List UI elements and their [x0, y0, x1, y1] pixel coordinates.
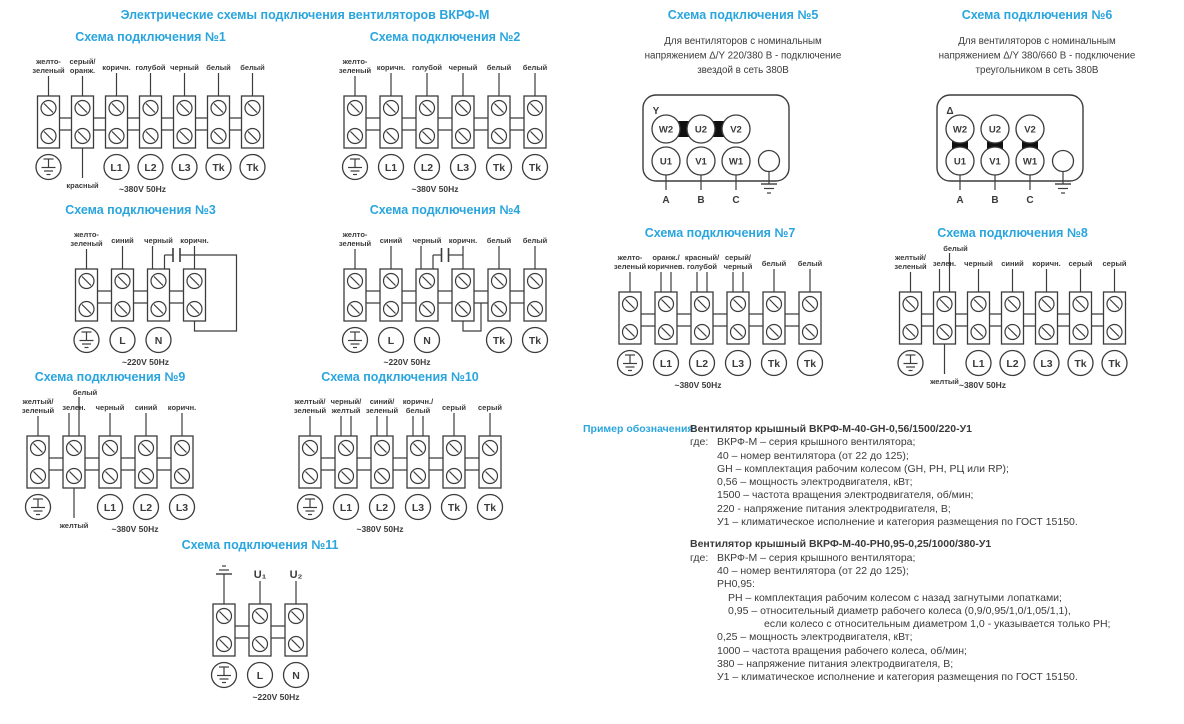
scheme-1-diagram: [8, 46, 293, 196]
svg-text:Tk: Tk: [803, 358, 817, 370]
svg-text:черный/: черный/: [330, 397, 362, 406]
svg-text:L: L: [119, 335, 126, 347]
svg-text:L2: L2: [420, 162, 434, 174]
designation-line: 0,25 – мощность электродвигателя, кВт;: [717, 631, 913, 644]
svg-text:белый: белый: [761, 259, 787, 268]
svg-text:W1: W1: [1022, 156, 1038, 168]
svg-text:~380V 50Hz: ~380V 50Hz: [674, 380, 722, 390]
designation-example: [583, 423, 1184, 694]
svg-text:L2: L2: [139, 502, 153, 514]
designation-title: Вентилятор крышный ВКРФ-М-40-GH-0,56/1500/220-У1: [690, 423, 972, 435]
svg-text:черный: черный: [170, 63, 199, 72]
svg-text:U1: U1: [659, 156, 673, 168]
svg-text:зеленый: зеленый: [365, 406, 399, 415]
designation-line: 1000 – частота вращения рабочего колеса, об/мин;: [717, 644, 967, 657]
svg-text:Tk: Tk: [246, 162, 259, 174]
scheme-11: [145, 538, 375, 704]
scheme-2: [310, 30, 580, 196]
svg-text:N: N: [154, 335, 163, 347]
svg-text:желтый/: желтый/: [22, 397, 54, 406]
svg-text:желтый: желтый: [331, 406, 361, 415]
svg-text:V2: V2: [730, 124, 742, 136]
svg-text:желтый/: желтый/: [895, 253, 926, 262]
svg-text:L1: L1: [659, 358, 673, 370]
svg-text:~380V 50Hz: ~380V 50Hz: [411, 184, 459, 194]
svg-text:Tk: Tk: [212, 162, 225, 174]
svg-text:белый: белый: [797, 259, 823, 268]
scheme-10: [275, 370, 525, 536]
svg-text:Tk: Tk: [1108, 358, 1121, 370]
svg-text:напряжением Δ/Y 380/660 В - по: напряжением Δ/Y 380/660 В - подключение: [938, 50, 1136, 62]
scheme-3-title: Схема подключения №3: [65, 203, 216, 217]
designation-line: У1 – климатическое исполнение и категория размещения по ГОСТ 15150.: [717, 516, 1078, 529]
svg-text:желто-: желто-: [342, 57, 368, 66]
scheme-1-title: Схема подключения №1: [75, 30, 226, 44]
scheme-10-diagram: [275, 386, 525, 536]
svg-text:коричн.: коричн.: [1032, 259, 1061, 268]
scheme-1: [8, 30, 293, 196]
scheme-5: [598, 8, 888, 212]
svg-text:белый: белый: [240, 63, 265, 72]
svg-text:B: B: [697, 195, 705, 206]
svg-text:синий: синий: [379, 236, 403, 245]
svg-text:L2: L2: [375, 502, 389, 514]
svg-text:черный: черный: [723, 262, 753, 271]
svg-text:желтый: желтый: [59, 521, 89, 530]
svg-text:Tk: Tk: [528, 335, 542, 347]
svg-text:Для вентиляторов с номинальным: Для вентиляторов с номинальным: [958, 36, 1116, 47]
svg-text:C: C: [1026, 195, 1034, 206]
svg-text:L1: L1: [339, 502, 353, 514]
scheme-7: [595, 226, 845, 392]
designation-line: ВКРФ-М – серия крышного вентилятора;: [717, 551, 916, 564]
svg-text:Tk: Tk: [447, 502, 461, 514]
svg-text:желто-: желто-: [36, 57, 61, 66]
svg-text:желтый: желтый: [930, 377, 959, 386]
svg-text:желто-: желто-: [617, 253, 643, 262]
svg-text:зелен.: зелен.: [62, 403, 86, 412]
svg-text:зеленый: зеленый: [32, 66, 65, 75]
svg-text:Tk: Tk: [492, 162, 506, 174]
svg-text:коричн.: коричн.: [376, 63, 406, 72]
scheme-11-title: Схема подключения №11: [181, 538, 339, 552]
svg-text:U₁: U₁: [253, 569, 267, 581]
svg-text:зеленый: зеленый: [338, 66, 372, 75]
svg-text:синий/: синий/: [369, 397, 395, 406]
designation-line: если колесо с относительным диаметром 1,0 - указывается только PH;: [764, 618, 1111, 631]
designation-line: 40 – номер вентилятора (от 22 до 125);: [717, 449, 909, 462]
svg-text:Δ: Δ: [946, 106, 954, 117]
where-label: где:: [690, 436, 709, 449]
svg-text:оранж./: оранж./: [652, 253, 680, 262]
designation-line: У1 – климатическое исполнение и категория размещения по ГОСТ 15150.: [717, 671, 1078, 684]
svg-text:белый: белый: [522, 236, 548, 245]
svg-text:L1: L1: [972, 358, 985, 370]
svg-text:L: L: [387, 335, 395, 347]
designation-line: 40 – номер вентилятора (от 22 до 125);: [717, 564, 909, 577]
svg-text:Для вентиляторов с номинальным: Для вентиляторов с номинальным: [664, 36, 822, 47]
svg-text:Tk: Tk: [483, 502, 497, 514]
svg-text:красный: красный: [66, 181, 99, 190]
svg-text:желто-: желто-: [74, 230, 99, 239]
svg-text:L1: L1: [384, 162, 398, 174]
svg-text:N: N: [292, 670, 300, 682]
svg-text:напряжением Δ/Y 220/380 В - по: напряжением Δ/Y 220/380 В - подключение: [644, 50, 842, 62]
svg-text:C: C: [732, 195, 740, 206]
svg-text:L3: L3: [175, 502, 189, 514]
svg-text:голубой: голубой: [135, 63, 166, 72]
designation-entry-2: [690, 538, 1184, 684]
svg-text:L3: L3: [731, 358, 745, 370]
designation-line: 0,56 – мощность электродвигателя, кВт;: [717, 476, 913, 489]
page-title: Электрические схемы подключения вентиляторов ВКРФ-М: [120, 8, 490, 22]
scheme-8: [890, 226, 1135, 392]
scheme-3-diagram: [8, 219, 273, 369]
svg-text:желто-: желто-: [342, 230, 368, 239]
svg-text:L3: L3: [411, 502, 425, 514]
svg-text:черный: черный: [144, 236, 173, 245]
svg-text:L3: L3: [178, 162, 191, 174]
svg-text:U1: U1: [953, 156, 967, 168]
scheme-2-diagram: [310, 46, 580, 196]
where-label: где:: [690, 551, 709, 564]
svg-text:белый: белый: [405, 406, 431, 415]
scheme-9-diagram: [0, 386, 220, 536]
svg-text:черный: черный: [964, 259, 993, 268]
svg-text:L1: L1: [103, 502, 117, 514]
svg-text:Tk: Tk: [1074, 358, 1087, 370]
designation-line: 380 – напряжение питания электродвигателя, В;: [717, 658, 954, 671]
svg-text:голубой: голубой: [686, 262, 718, 271]
svg-text:V2: V2: [1024, 124, 1036, 136]
svg-text:серый: серый: [478, 403, 502, 412]
svg-text:V1: V1: [989, 156, 1001, 168]
svg-text:Tk: Tk: [767, 358, 781, 370]
svg-text:A: A: [662, 195, 670, 206]
svg-text:черный: черный: [448, 63, 478, 72]
svg-text:L: L: [256, 670, 264, 682]
scheme-9-title: Схема подключения №9: [34, 370, 186, 384]
svg-text:L2: L2: [695, 358, 709, 370]
scheme-8-title: Схема подключения №8: [937, 226, 1088, 240]
svg-text:синий: синий: [1001, 259, 1024, 268]
svg-text:коричн./: коричн./: [402, 397, 434, 406]
svg-text:~380V 50Hz: ~380V 50Hz: [111, 524, 159, 534]
scheme-7-title: Схема подключения №7: [644, 226, 796, 240]
svg-text:U₂: U₂: [289, 569, 303, 581]
scheme-4-diagram: [310, 219, 580, 369]
svg-text:~220V 50Hz: ~220V 50Hz: [121, 357, 170, 367]
svg-text:W1: W1: [728, 156, 744, 168]
svg-text:коричн.: коричн.: [448, 236, 478, 245]
svg-text:Tk: Tk: [492, 335, 506, 347]
svg-text:N: N: [423, 335, 431, 347]
svg-text:U2: U2: [694, 124, 708, 136]
scheme-5-diagram: [598, 24, 888, 212]
svg-text:W2: W2: [952, 124, 968, 136]
scheme-7-diagram: [595, 242, 845, 392]
scheme-6-diagram: [892, 24, 1182, 212]
svg-text:коричнев.: коричнев.: [647, 262, 685, 271]
designation-entries: [690, 423, 1184, 685]
svg-text:желтый/: желтый/: [294, 397, 326, 406]
svg-text:зеленый: зеленый: [894, 262, 927, 271]
svg-text:белый: белый: [72, 388, 98, 397]
svg-text:коричн.: коричн.: [102, 63, 131, 72]
svg-text:оранж.: оранж.: [69, 66, 96, 75]
svg-text:зеленый: зеленый: [613, 262, 647, 271]
designation-line: PH – комплектация рабочим колесом с назад загнутыми лопатками;: [728, 591, 1062, 604]
svg-text:Tk: Tk: [528, 162, 542, 174]
svg-text:белый: белый: [206, 63, 231, 72]
svg-text:зеленый: зеленый: [21, 406, 55, 415]
svg-text:белый: белый: [522, 63, 548, 72]
designation-line: 0,95 – относительный диаметр рабочего колеса (0,9/0,95/1,0/1,05/1,1),: [728, 604, 1071, 617]
scheme-9: [0, 370, 220, 536]
designation-line: 220 - напряжение питания электродвигателя, В;: [717, 502, 951, 515]
scheme-11-diagram: [145, 554, 375, 704]
svg-text:белый: белый: [486, 236, 512, 245]
scheme-6-title: Схема подключения №6: [961, 8, 1113, 22]
designation-entry-1: [690, 423, 1184, 529]
designation-body: [690, 552, 1184, 685]
svg-text:L3: L3: [456, 162, 470, 174]
designation-line: GH – комплектация рабочим колесом (GH, PH, РЦ или RP);: [717, 462, 1009, 475]
svg-text:зеленый: зеленый: [293, 406, 327, 415]
svg-text:черный: черный: [412, 236, 442, 245]
svg-text:красный/: красный/: [684, 253, 720, 262]
designation-example-label: Пример обозначения:: [583, 423, 698, 435]
svg-text:серый: серый: [1102, 259, 1127, 268]
svg-text:зеленый: зеленый: [338, 239, 372, 248]
designation-line: PH0,95:: [717, 578, 755, 591]
svg-text:V1: V1: [695, 156, 707, 168]
svg-text:зелен.: зелен.: [932, 259, 957, 268]
designation-title: Вентилятор крышный ВКРФ-М-40-PH0,95-0,25/1000/380-У1: [690, 538, 992, 551]
svg-text:~220V 50Hz: ~220V 50Hz: [252, 692, 300, 702]
scheme-10-title: Схема подключения №10: [321, 370, 479, 384]
svg-text:серый: серый: [1068, 259, 1093, 268]
svg-text:L2: L2: [1006, 358, 1019, 370]
svg-text:~380V 50Hz: ~380V 50Hz: [958, 380, 1007, 390]
svg-text:черный: черный: [95, 403, 125, 412]
svg-text:~380V 50Hz: ~380V 50Hz: [356, 524, 404, 534]
designation-body: [690, 436, 1184, 529]
scheme-8-diagram: [890, 242, 1135, 392]
svg-text:треугольником в сеть 380В: треугольником в сеть 380В: [975, 65, 1099, 76]
svg-text:белый: белый: [943, 244, 968, 253]
svg-text:зеленый: зеленый: [70, 239, 103, 248]
scheme-3: [8, 203, 273, 369]
svg-text:звездой в сеть 380В: звездой в сеть 380В: [697, 65, 789, 76]
scheme-4-title: Схема подключения №4: [369, 203, 521, 217]
svg-text:белый: белый: [486, 63, 512, 72]
svg-text:коричн.: коричн.: [180, 236, 209, 245]
svg-text:серый/: серый/: [69, 57, 96, 66]
scheme-2-title: Схема подключения №2: [369, 30, 521, 44]
scheme-4: [310, 203, 580, 369]
svg-text:Y: Y: [652, 106, 660, 117]
svg-text:синий: синий: [111, 236, 134, 245]
svg-text:W2: W2: [658, 124, 674, 136]
svg-text:~380V 50Hz: ~380V 50Hz: [118, 184, 167, 194]
svg-text:B: B: [991, 195, 999, 206]
svg-text:серый: серый: [442, 403, 466, 412]
scheme-5-title: Схема подключения №5: [667, 8, 819, 22]
svg-text:A: A: [956, 195, 964, 206]
designation-line: 1500 – частота вращения электродвигателя, об/мин;: [717, 489, 974, 502]
svg-text:коричн.: коричн.: [167, 403, 197, 412]
svg-text:U2: U2: [988, 124, 1002, 136]
svg-text:серый/: серый/: [724, 253, 752, 262]
scheme-6: [892, 8, 1182, 212]
svg-text:L1: L1: [110, 162, 123, 174]
svg-text:L3: L3: [1040, 358, 1053, 370]
svg-text:синий: синий: [134, 403, 158, 412]
svg-text:голубой: голубой: [411, 63, 443, 72]
svg-text:L2: L2: [144, 162, 157, 174]
designation-line: ВКРФ-М – серия крышного вентилятора;: [717, 436, 916, 449]
svg-text:~220V 50Hz: ~220V 50Hz: [383, 357, 431, 367]
